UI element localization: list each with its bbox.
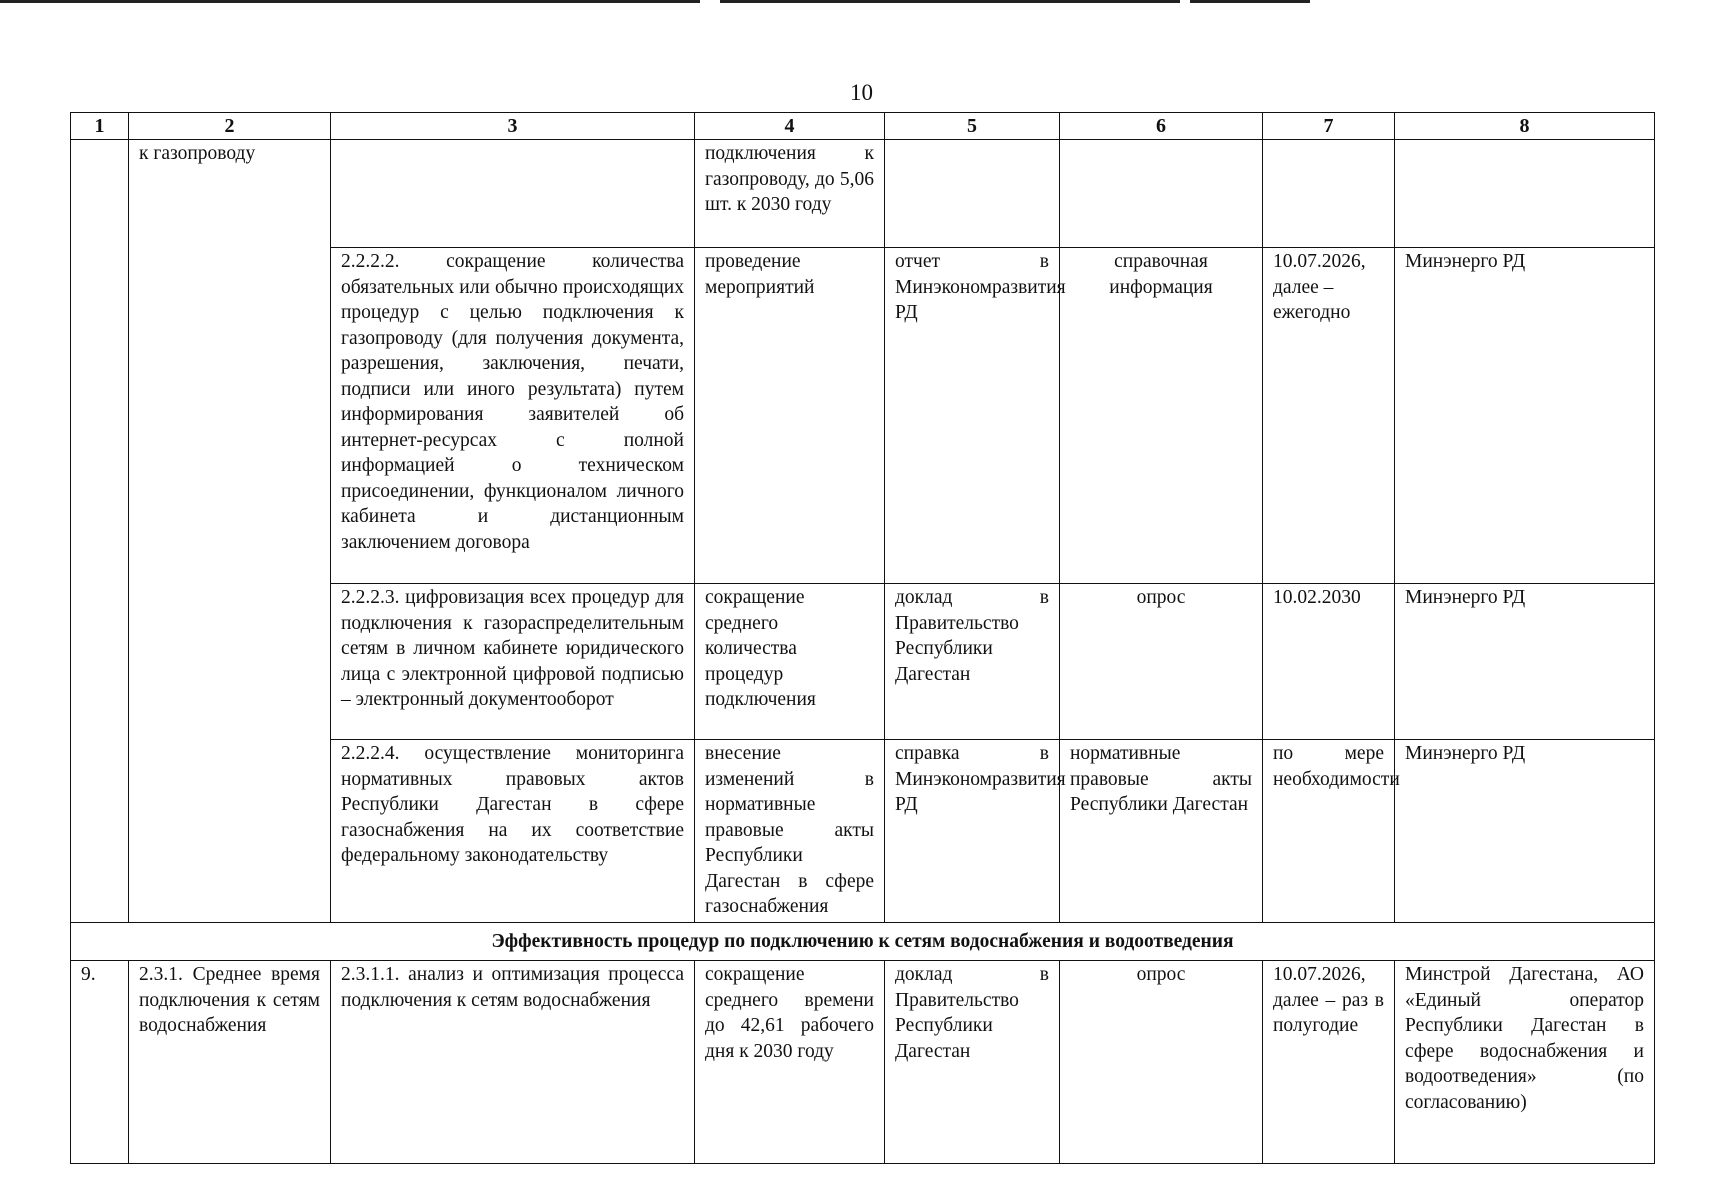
cell-result: сокращение среднего времени до 42,61 рабочего дня к 2030 году: [695, 961, 885, 1164]
section-row: [71, 922, 1655, 961]
cell-deadline: [1263, 140, 1395, 248]
cell-source: справочная информация: [1060, 248, 1263, 584]
cell-index: [71, 140, 129, 923]
cell-deadline: 10.07.2026, далее – ежегодно: [1263, 248, 1395, 584]
cell-report: справка в Минэкономразвития РД: [885, 740, 1060, 923]
cell-indicator: к газопроводу: [129, 140, 331, 923]
cell-source: [1060, 140, 1263, 248]
cell-result: внесение изменений в нормативные правовые акты Республики Дагестан в сфере газоснабжения: [695, 740, 885, 923]
cell-report: доклад в Правительство Республики Дагестан: [885, 584, 1060, 740]
column-number: 8: [1395, 113, 1655, 140]
cell-report: отчет в Минэкономразвития РД: [885, 248, 1060, 584]
cell-report: [885, 140, 1060, 248]
cell-responsible: [1395, 140, 1655, 248]
cell-responsible: Минстрой Дагестана, АО «Единый оператор Республики Дагестан в сфере водоснабжения и водоотведения» (по согласованию): [1395, 961, 1655, 1164]
cell-indicator: 2.3.1. Среднее время подключения к сетям водоснабжения: [129, 961, 331, 1164]
section-title: Эффективность процедур по подключению к сетям водоснабжения и водоотведения: [71, 922, 1655, 961]
page-number: 10: [850, 80, 873, 105]
cell-result: сокращение среднего количества процедур подключения: [695, 584, 885, 740]
scan-edge-middle: [720, 0, 1180, 3]
cell-measure: 2.2.2.4. осуществление мониторинга нормативных правовых актов Республики Дагестан в сфере газоснабжения на их соответствие федеральному законодательству: [331, 740, 695, 923]
cell-deadline: по мере необходимости: [1263, 740, 1395, 923]
column-number: 4: [695, 113, 885, 140]
cell-measure: 2.2.2.3. цифровизация всех процедур для подключения к газораспределительным сетям в личном кабинете юридического лица с электронной цифровой подписью – электронный документооборот: [331, 584, 695, 740]
table-row: [71, 140, 1655, 248]
cell-responsible: Минэнерго РД: [1395, 740, 1655, 923]
cell-deadline: 10.02.2030: [1263, 584, 1395, 740]
cell-result: проведение мероприятий: [695, 248, 885, 584]
cell-responsible: Минэнерго РД: [1395, 248, 1655, 584]
cell-report: доклад в Правительство Республики Дагестан: [885, 961, 1060, 1164]
cell-source: опрос: [1060, 584, 1263, 740]
column-number: 1: [71, 113, 129, 140]
column-number: 3: [331, 113, 695, 140]
cell-source: опрос: [1060, 961, 1263, 1164]
column-number: 6: [1060, 113, 1263, 140]
cell-deadline: 10.07.2026, далее – раз в полугодие: [1263, 961, 1395, 1164]
column-number: 2: [129, 113, 331, 140]
cell-measure: 2.2.2.2. сокращение количества обязательных или обычно происходящих процедур с целью подключения к газопроводу (для получения документа, разрешения, заключения, печати, подписи или иного результата) путем информирования заявителей об интернет-ресурсах с полной информацией о техническом присоединении, функционалом личного кабинета и дистанционным заключением договора: [331, 248, 695, 584]
cell-source: нормативные правовые акты Республики Дагестан: [1060, 740, 1263, 923]
scan-edge-left: [0, 0, 700, 3]
cell-measure: 2.3.1.1. анализ и оптимизация процесса подключения к сетям водоснабжения: [331, 961, 695, 1164]
column-number: 7: [1263, 113, 1395, 140]
document-table: [70, 112, 1655, 1164]
cell-measure: [331, 140, 695, 248]
table-row: [71, 961, 1655, 1164]
column-number-row: [71, 113, 1655, 140]
scan-edge-right: [1190, 0, 1310, 3]
cell-responsible: Минэнерго РД: [1395, 584, 1655, 740]
column-number: 5: [885, 113, 1060, 140]
cell-result: подключения к газопроводу, до 5,06 шт. к 2030 году: [695, 140, 885, 248]
cell-index: 9.: [71, 961, 129, 1164]
